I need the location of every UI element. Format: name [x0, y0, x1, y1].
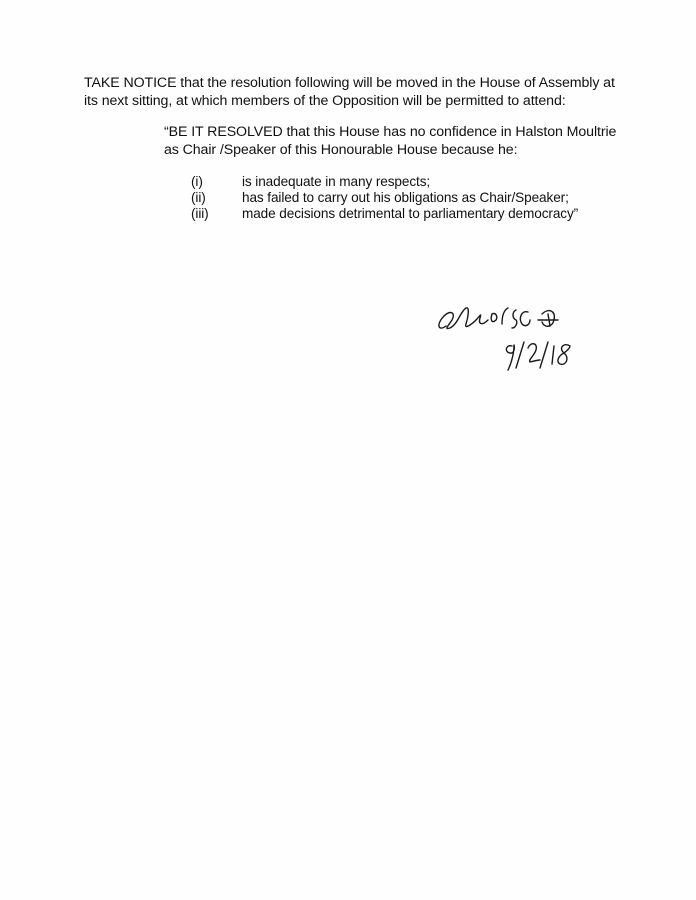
resolution-line-2: as Chair /Speaker of this Honourable House because he: [164, 142, 518, 158]
notice-line-1: TAKE NOTICE that the resolution following will be moved in the House of Assembly at [84, 75, 615, 91]
reason-number: (ii) [191, 190, 206, 205]
reason-text: is inadequate in many respects; [242, 174, 431, 189]
signature-drawing [430, 290, 630, 390]
handwritten-signature [430, 290, 630, 390]
notice-line-2: its next sitting, at which members of the Opposition will be permitted to attend: [84, 93, 566, 109]
reason-text: made decisions detrimental to parliamentary democracy” [242, 206, 579, 221]
resolution-paragraph [164, 123, 634, 159]
notice-paragraph [84, 74, 624, 110]
reason-number: (i) [191, 174, 203, 189]
resolution-line-1: “BE IT RESOLVED that this House has no confidence in Halston Moultrie [164, 124, 617, 140]
reason-number: (iii) [191, 206, 209, 221]
reason-item [191, 174, 631, 190]
reason-item [191, 206, 631, 222]
reason-text: has failed to carry out his obligations as Chair/Speaker; [242, 190, 569, 205]
reason-item [191, 190, 631, 206]
reasons-list [191, 174, 631, 222]
